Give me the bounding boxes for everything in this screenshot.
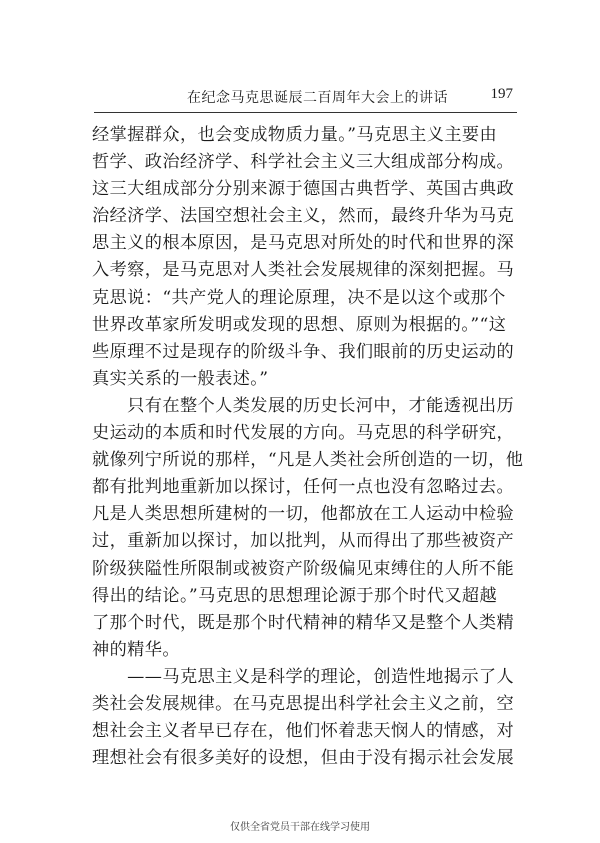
text-line: 得出的结论。”马克思的思想理论源于那个时代又超越: [92, 585, 498, 606]
text-line: 类社会发展规律。在马克思提出科学社会主义之前，空: [92, 693, 515, 714]
text-line: 世界改革家所发明或发现的思想、原则为根据的。”“这: [92, 314, 507, 335]
running-header: [92, 86, 517, 110]
header-title: 在纪念马克思诞辰二百周年大会上的讲话: [187, 90, 448, 106]
text-line: ——马克思主义是科学的理论，创造性地揭示了人: [92, 666, 515, 687]
text-line: 就像列宁所说的那样，“凡是人类社会所创造的一切，他: [92, 450, 524, 471]
text-line: 了那个时代，既是那个时代精神的精华又是整个人类精: [92, 612, 515, 633]
text-line: 这三大组成部分分别来源于德国古典哲学、英国古典政: [92, 179, 515, 200]
text-line: 入考察，是马克思对人类社会发展规律的深刻把握。马: [92, 260, 515, 281]
text-line: 凡是人类思想所建树的一切，他都放在工人运动中检验: [92, 504, 515, 525]
text-line: 克思说：“共产党人的理论原理，决不是以这个或那个: [92, 287, 506, 308]
text-line: 思主义的根本原因，是马克思对所处的时代和世界的深: [92, 233, 515, 254]
text-line: 经掌握群众，也会变成物质力量。”马克思主义主要由: [92, 125, 498, 145]
text-line: 想社会主义者早已存在，他们怀着悲天悯人的情感，对: [92, 721, 515, 742]
text-line: 真实关系的一般表述。”: [92, 368, 269, 389]
footer-note: 仅供全省党员干部在线学习使用: [230, 822, 370, 833]
text-line: 哲学、政治经济学、科学社会主义三大组成部分构成。: [92, 152, 515, 173]
text-line: 神的精华。: [92, 639, 180, 660]
text-line: 史运动的本质和时代发展的方向。马克思的科学研究，: [92, 423, 515, 444]
text-line: 过，重新加以探讨，加以批判，从而得出了那些被资产: [92, 531, 515, 552]
text-line: 理想社会有很多美好的设想，但由于没有揭示社会发展: [92, 748, 515, 769]
text-line: 些原理不过是现存的阶级斗争、我们眼前的历史运动的: [92, 341, 515, 362]
text-line: 都有批判地重新加以探讨，任何一点也没有忽略过去。: [92, 477, 515, 498]
header-rule: [94, 112, 517, 113]
body-text: [92, 122, 522, 772]
text-line: 只有在整个人类发展的历史长河中，才能透视出历: [92, 395, 515, 416]
text-line: 阶级狭隘性所限制或被资产阶级偏见束缚住的人所不能: [92, 558, 515, 579]
text-line: 治经济学、法国空想社会主义，然而，最终升华为马克: [92, 206, 515, 227]
page-number: 197: [490, 86, 513, 102]
